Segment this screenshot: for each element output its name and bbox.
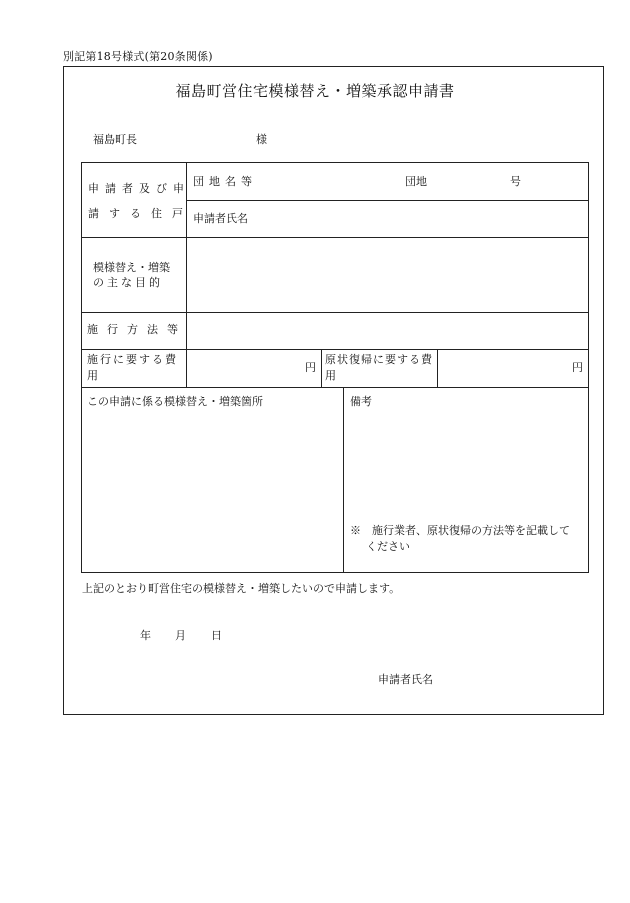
applicant-dwelling-label-line2: 請する住戸	[88, 207, 193, 220]
restoration-cost-unit: 円	[572, 361, 583, 374]
date-day: 日	[211, 629, 222, 642]
method-label: 施行方法等	[87, 323, 187, 336]
date-month: 月	[175, 629, 186, 642]
form-label: 別記第18号様式(第20条関係)	[63, 50, 213, 63]
column-divider	[321, 349, 322, 387]
number-label: 号	[510, 175, 521, 188]
honorific: 様	[256, 133, 267, 146]
row-divider	[186, 200, 589, 201]
remarks-note-line1: ※ 施行業者、原状復帰の方法等を記載して	[350, 524, 570, 537]
document-title: 福島町営住宅模様替え・増築承認申請書	[175, 82, 455, 100]
restoration-cost-label-line2: 用	[325, 369, 336, 382]
complex-unit-label: 団地	[405, 175, 427, 188]
location-label: この申請に係る模様替え・増築箇所	[87, 395, 263, 408]
row-divider	[82, 237, 589, 238]
date-year: 年	[140, 629, 151, 642]
construction-cost-unit: 円	[305, 361, 316, 374]
applicant-name-label: 申請者氏名	[193, 212, 248, 225]
remarks-label: 備考	[350, 395, 372, 408]
row-divider	[82, 387, 589, 388]
signer-label: 申請者氏名	[378, 673, 433, 686]
construction-cost-label-line1: 施行に要する費	[87, 353, 178, 366]
construction-cost-label-line2: 用	[87, 369, 98, 382]
complex-name-label: 団地名等	[193, 175, 257, 188]
addressee: 福島町長	[93, 133, 137, 146]
column-divider	[437, 349, 438, 387]
purpose-label-line2: の主な目的	[93, 276, 163, 289]
restoration-cost-label-line1: 原状復帰に要する費	[325, 353, 433, 366]
column-divider	[343, 387, 344, 573]
applicant-dwelling-label-line1: 申請者及び申	[88, 182, 190, 195]
row-divider	[82, 312, 589, 313]
purpose-label-line1: 模様替え・増築	[93, 261, 170, 274]
remarks-note-line2: ください	[366, 540, 410, 553]
application-table	[81, 162, 589, 573]
row-divider	[82, 349, 589, 350]
application-statement: 上記のとおり町営住宅の模様替え・増築したいので申請します。	[82, 582, 401, 595]
